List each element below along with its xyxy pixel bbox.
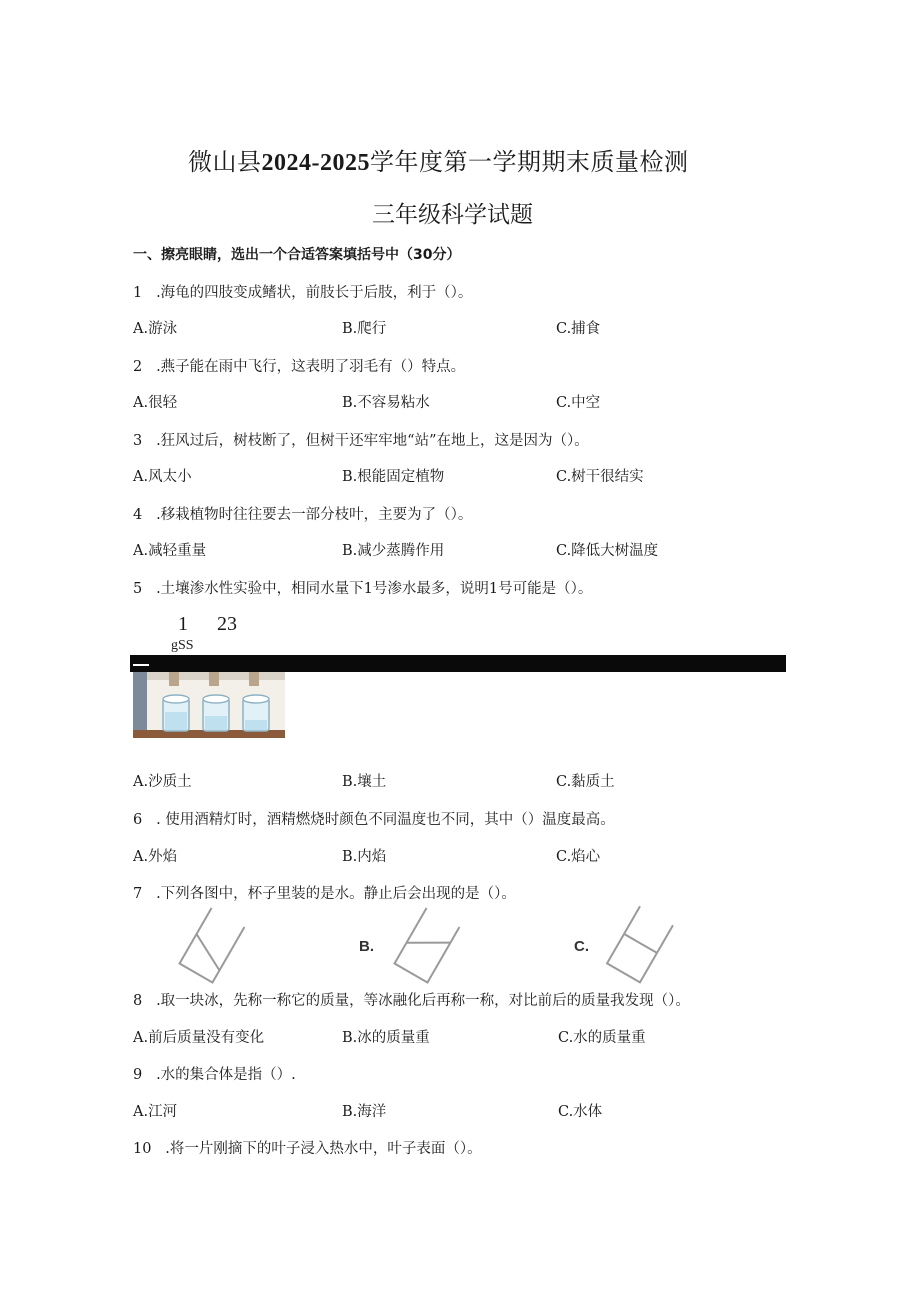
q9-option-a[interactable]: A.江河 bbox=[133, 1104, 178, 1120]
title-suffix: 学年度第一学期期末质量检测 bbox=[370, 148, 689, 176]
title-prefix: 微山县 bbox=[188, 148, 262, 176]
tilted-cup-c[interactable] bbox=[598, 903, 680, 989]
tilted-cup-a[interactable] bbox=[170, 905, 252, 989]
question-number: 5 bbox=[133, 581, 143, 597]
q8-option-b[interactable]: B.冰的质量重 bbox=[342, 1030, 430, 1046]
q4-option-a[interactable]: A.减轻重量 bbox=[133, 543, 207, 559]
q1-option-c[interactable]: C.捕食 bbox=[556, 321, 601, 337]
beaker-label-23: 23 bbox=[217, 613, 237, 635]
q4-option-c[interactable]: C.降低大树温度 bbox=[556, 543, 659, 559]
question-text: .燕子能在雨中飞行，这表明了羽毛有（）特点。 bbox=[156, 359, 466, 375]
question-5 bbox=[133, 577, 592, 598]
q2-option-b[interactable]: B.不容易粘水 bbox=[342, 395, 430, 411]
question-text: .将一片刚摘下的叶子浸入热水中，叶子表面（）。 bbox=[165, 1141, 482, 1157]
question-number: 8 bbox=[133, 993, 143, 1009]
question-number: 2 bbox=[133, 359, 143, 375]
title-years: 2024-2025 bbox=[261, 150, 370, 176]
question-text: .海龟的四肢变成鳍状，前肢长于后肢，利于（）。 bbox=[156, 285, 473, 301]
question-number: 3 bbox=[133, 433, 143, 449]
scan-black-bar bbox=[130, 655, 786, 672]
question-number: 4 bbox=[133, 507, 143, 523]
page-title bbox=[188, 142, 689, 177]
q7-option-c-label[interactable]: C. bbox=[574, 938, 589, 955]
question-6 bbox=[133, 808, 615, 829]
question-9 bbox=[133, 1063, 296, 1084]
q8-option-a[interactable]: A.前后质量没有变化 bbox=[133, 1030, 265, 1046]
question-text: .下列各图中，杯子里装的是水。静止后会出现的是（）。 bbox=[156, 886, 516, 902]
q4-option-b[interactable]: B.减少蒸腾作用 bbox=[342, 543, 445, 559]
beaker-label-1: 1 bbox=[178, 613, 188, 635]
beaker-label-gss: gSS bbox=[171, 638, 194, 653]
question-3 bbox=[133, 429, 589, 450]
scan-bar-tick bbox=[133, 664, 149, 666]
question-7 bbox=[133, 882, 516, 903]
question-number: 7 bbox=[133, 886, 143, 902]
q3-option-b[interactable]: B.根能固定植物 bbox=[342, 469, 445, 485]
question-text: .狂风过后，树枝断了，但树干还牢牢地“站”在地上，这是因为（）。 bbox=[156, 433, 589, 449]
q8-option-c[interactable]: C.水的质量重 bbox=[558, 1030, 646, 1046]
q1-option-a[interactable]: A.游泳 bbox=[133, 321, 178, 337]
question-number: 1 bbox=[133, 285, 143, 301]
q6-option-b[interactable]: B.内焰 bbox=[342, 849, 387, 865]
q7-option-b-label[interactable]: B. bbox=[359, 938, 374, 955]
section-heading: 一、擦亮眼睛，选出一个合适答案填括号中（30分） bbox=[133, 247, 461, 263]
q3-option-c[interactable]: C.树干很结实 bbox=[556, 469, 644, 485]
page-subtitle: 三年级科学试题 bbox=[372, 202, 533, 228]
q5-option-c[interactable]: C.黏质土 bbox=[556, 774, 615, 790]
question-text: .取一块冰，先称一称它的质量，等冰融化后再称一称，对比前后的质量我发现（）。 bbox=[156, 993, 690, 1009]
question-text: . 使用酒精灯时，酒精燃烧时颜色不同温度也不同，其中（）温度最高。 bbox=[156, 812, 615, 828]
q3-option-a[interactable]: A.风太小 bbox=[133, 469, 192, 485]
question-number: 9 bbox=[133, 1067, 143, 1083]
question-text: .水的集合体是指（）. bbox=[156, 1067, 296, 1083]
q9-option-b[interactable]: B.海洋 bbox=[342, 1104, 387, 1120]
question-text: .土壤渗水性实验中，相同水量下1号渗水最多，说明1号可能是（）。 bbox=[156, 581, 593, 597]
question-number: 6 bbox=[133, 812, 143, 828]
question-1 bbox=[133, 281, 472, 302]
soil-seepage-figure bbox=[133, 672, 285, 738]
question-4 bbox=[133, 503, 472, 524]
q6-option-a[interactable]: A.外焰 bbox=[133, 849, 178, 865]
q5-option-b[interactable]: B.壤土 bbox=[342, 774, 387, 790]
q6-option-c[interactable]: C.焰心 bbox=[556, 849, 601, 865]
question-2 bbox=[133, 355, 465, 376]
q1-option-b[interactable]: B.爬行 bbox=[342, 321, 387, 337]
question-number: 10 bbox=[133, 1141, 152, 1157]
question-10 bbox=[133, 1137, 482, 1158]
question-text: .移栽植物时往往要去一部分枝叶，主要为了（）。 bbox=[156, 507, 473, 523]
q2-option-a[interactable]: A.很轻 bbox=[133, 395, 178, 411]
question-8 bbox=[133, 989, 690, 1010]
tilted-cup-b[interactable] bbox=[385, 905, 467, 989]
q9-option-c[interactable]: C.水体 bbox=[558, 1104, 603, 1120]
q2-option-c[interactable]: C.中空 bbox=[556, 395, 601, 411]
q5-option-a[interactable]: A.沙质土 bbox=[133, 774, 192, 790]
